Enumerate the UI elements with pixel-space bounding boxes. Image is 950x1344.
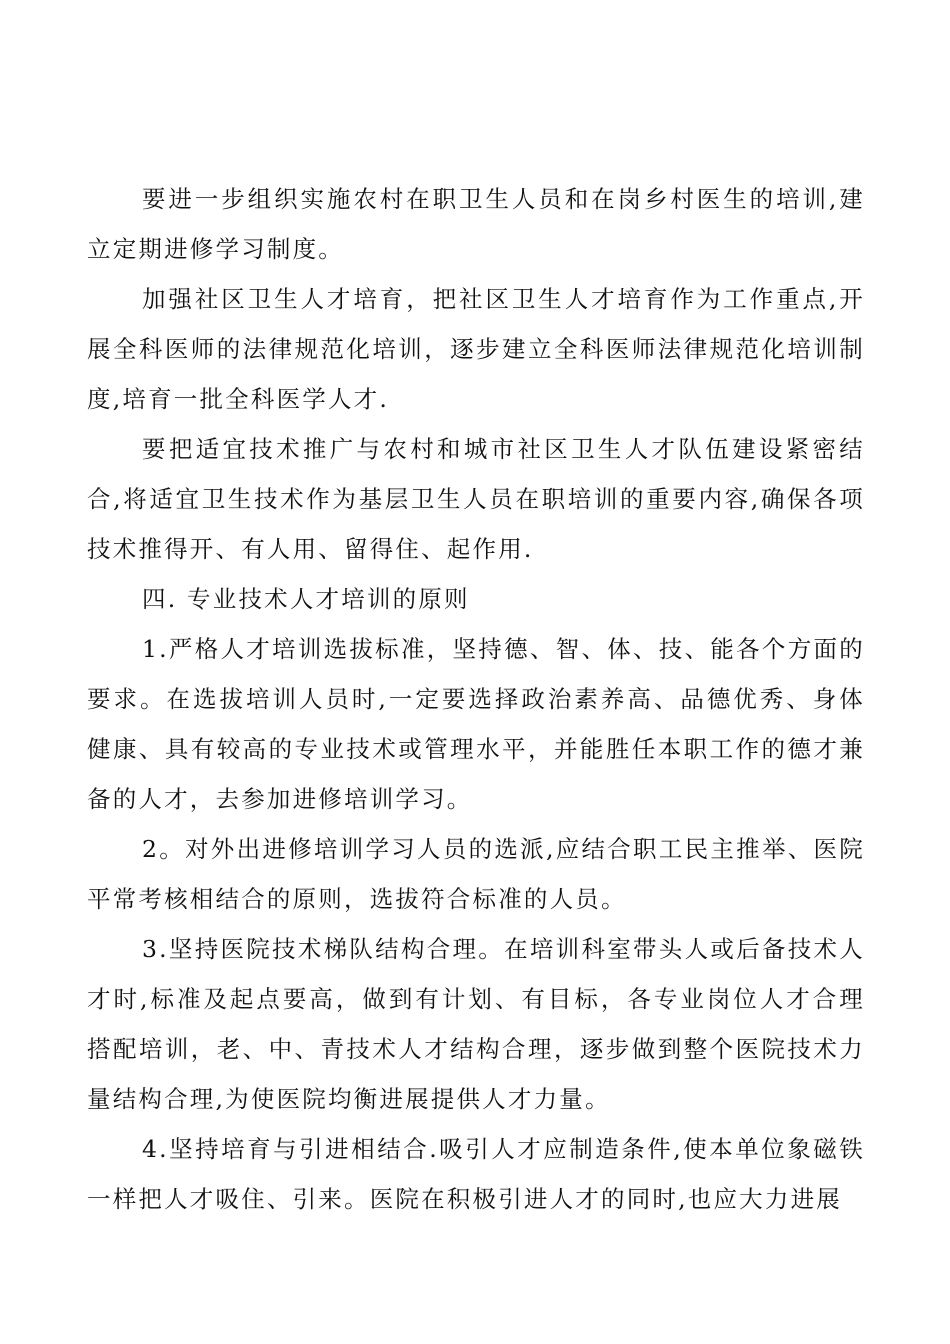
- paragraph-principle-3: 3.坚持医院技术梯队结构合理。在培训科室带头人或后备技术人才时,标准及起点要高，做到有计划、有目标，各专业岗位人才合理搭配培训，老、中、青技术人才结构合理，逐步做到整个医院技术力量结构合理,为使医院均衡进展提供人才力量。: [87, 935, 865, 1113]
- paragraph-appropriate-technology: 要把适宜技术推广与农村和城市社区卫生人才队伍建设紧密结合,将适宜卫生技术作为基层卫生人员在职培训的重要内容,确保各项技术推得开、有人用、留得住、起作用.: [87, 435, 865, 563]
- paragraph-principle-4: 4.坚持培育与引进相结合.吸引人才应制造条件,使本单位象磁铁一样把人才吸住、引来。医院在积极引进人才的同时,也应大力进展: [87, 1135, 865, 1213]
- paragraph-community-training: 加强社区卫生人才培育，把社区卫生人才培育作为工作重点,开展全科医师的法律规范化培训，逐步建立全科医师法律规范化培训制度,培育一批全科医学人才.: [87, 285, 865, 413]
- document-body: [87, 174, 865, 1224]
- section-heading-principles: 四. 专业技术人才培训的原则: [142, 585, 470, 613]
- paragraph-rural-training: 要进一步组织实施农村在职卫生人员和在岗乡村医生的培训,建立定期进修学习制度。: [87, 185, 865, 263]
- paragraph-principle-2: 2。对外出进修培训学习人员的选派,应结合职工民主推举、医院平常考核相结合的原则，选拔符合标准的人员。: [87, 835, 865, 913]
- paragraph-principle-1: 1.严格人才培训选拔标准，坚持德、智、体、技、能各个方面的要求。在选拔培训人员时,一定要选择政治素养高、品德优秀、身体健康、具有较高的专业技术或管理水平，并能胜任本职工作的德才兼备的人才，去参加进修培训学习。: [87, 635, 865, 813]
